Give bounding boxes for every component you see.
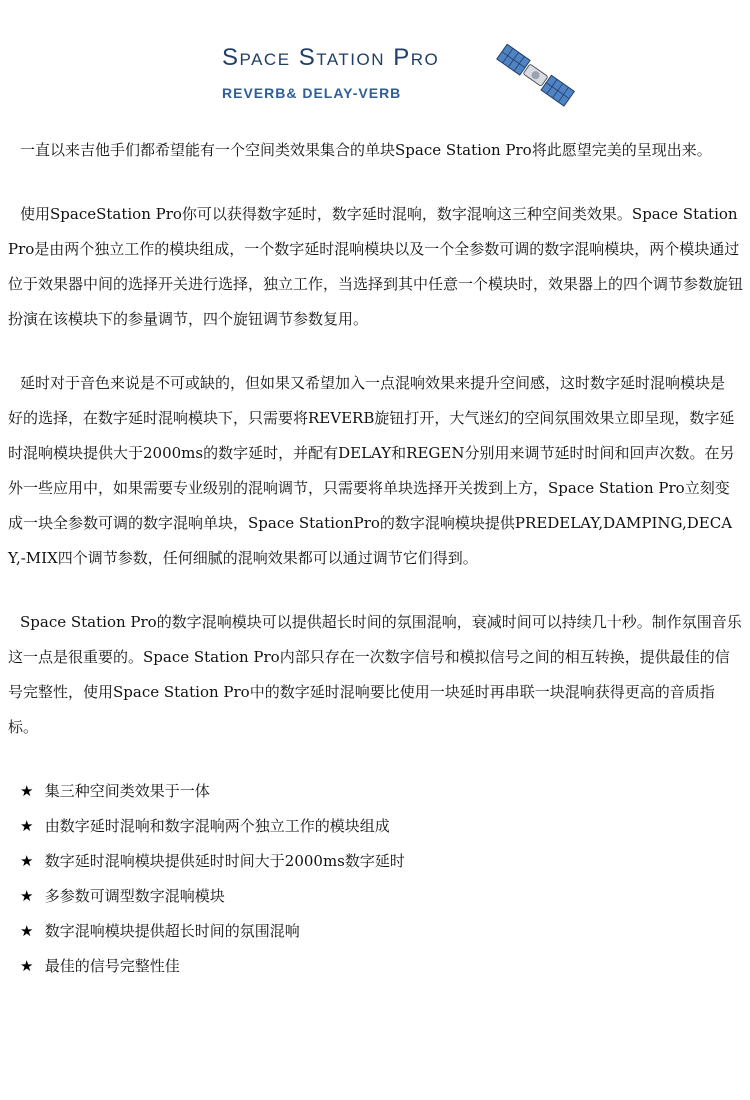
feature-list	[20, 774, 744, 984]
feature-text: 由数字延时混响和数字混响两个独立工作的模块组成	[44, 817, 390, 835]
star-icon: ★	[20, 782, 34, 800]
description-body	[8, 133, 744, 984]
feature-text: 最佳的信号完整性佳	[44, 957, 180, 975]
feature-item	[20, 949, 744, 984]
feature-text: 多参数可调型数字混响模块	[44, 887, 225, 905]
star-icon: ★	[20, 817, 34, 835]
intro-paragraph: 一直以来吉他手们都希望能有一个空间类效果集合的单块Space Station Pro将此愿望完美的呈现出来。	[20, 141, 712, 159]
feature-item	[20, 809, 744, 844]
reverb-paragraph: Space Station Pro的数字混响模块可以提供超长时间的氛围混响，衰减时间可以持续几十秒。制作氛围音乐这一点是很重要的。Space Station Pro内部只存在一次数字信号和模拟信号之间的相互转换，提供最佳的信号完整性，使用Space Station Pro中的数字延时混响要比使用一块延时再串联一块混响获得更高的音质指标。	[8, 613, 742, 736]
feature-text: 数字混响模块提供超长时间的氛围混响	[44, 922, 300, 940]
features-paragraph: 使用SpaceStation Pro你可以获得数字延时，数字延时混响，数字混响这三种空间类效果。Space Station Pro是由两个独立工作的模块组成，一个数字延时混响模块以及一个全参数可调的数字混响模块，两个模块通过位于效果器中间的选择开关进行选择，独立工作，当选择到其中任意一个模块时，效果器上的四个调节参数旋钮扮演在该模块下的参量调节，四个旋钮调节参数复用。	[8, 205, 744, 328]
star-icon: ★	[20, 922, 34, 940]
feature-item	[20, 914, 744, 949]
product-title: Space Station Pro	[222, 44, 440, 71]
star-icon: ★	[20, 852, 34, 870]
feature-item	[20, 879, 744, 914]
feature-text: 数字延时混响模块提供延时时间大于2000ms数字延时	[44, 852, 405, 870]
feature-item	[20, 774, 744, 809]
feature-item	[20, 844, 744, 879]
star-icon: ★	[20, 957, 34, 975]
feature-text: 集三种空间类效果于一体	[44, 782, 210, 800]
satellite-icon	[490, 36, 580, 116]
product-subtitle: REVERB& DELAY-VERB	[222, 85, 402, 101]
delay-paragraph: 延时对于音色来说是不可或缺的，但如果又希望加入一点混响效果来提升空间感，这时数字延时混响模块是 好的选择，在数字延时混响模块下，只需要将REVERB旋钮打开，大气迷幻的空间氛围效果立即呈现，数字延时混响模块提供大于2000ms的数字延时，并配有DELAY和REGEN分别用来调节延时时间和回声次数。在另外一些应用中，如果需要专业级别的混响调节，只需要将单块选择开关拨到上方，Space Station Pro立刻变成一块全参数可调的数字混响单块，Space StationPro的数字混响模块提供PREDELAY,DAMPING,DECAY,-MIX四个调节参数，任何细腻的混响效果都可以通过调节它们得到。	[8, 374, 735, 567]
star-icon: ★	[20, 887, 34, 905]
header	[0, 0, 750, 125]
